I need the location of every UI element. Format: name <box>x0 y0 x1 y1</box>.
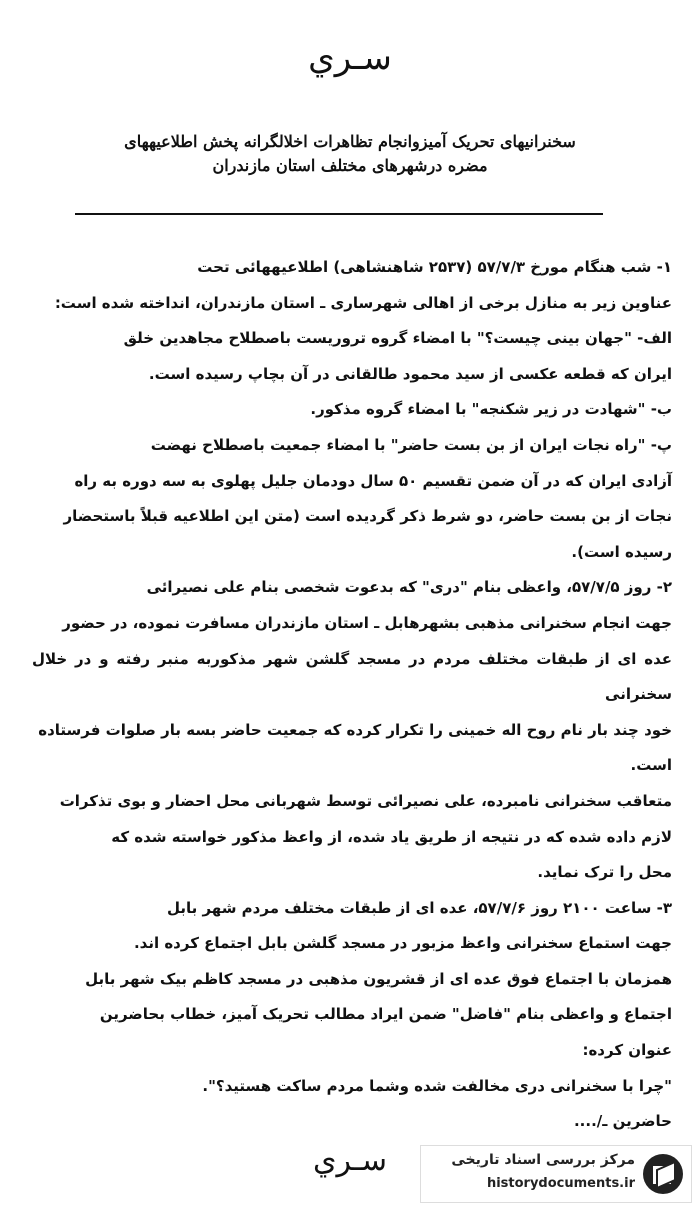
document-heading <box>60 130 640 178</box>
heading-line-2: مضره درشهرهای مختلف استان مازندران <box>212 156 488 175</box>
body-line: ایران که قطعه عکسی از سید محمود طالقانی در آن بچاپ رسیده است. <box>148 364 672 383</box>
body-line: پ- "راه نجات ایران از بن بست حاضر" با امضاء جمعیت باصطلاح نهضت <box>150 435 672 454</box>
watermark <box>420 1145 692 1203</box>
watermark-url[interactable]: historydocuments.ir <box>486 1176 635 1191</box>
body-line: عنوان کرده: <box>582 1041 672 1060</box>
body-line: خود چند بار نام روح اله خمینی را تکرار کرده که جمعیت حاضر بسه بار صلوات فرستاده <box>38 720 672 739</box>
body-line: رسیده است). <box>571 542 672 561</box>
body-line: آزادی ایران که در آن ضمن تقسیم ۵۰ سال دودمان جلیل پهلوی به سه دوره به راه <box>74 471 672 490</box>
body-line: ۱- شب هنگام مورخ ۵۷/۷/۳ (۲۵۳۷ شاهنشاهی) اطلاعیههائی تحت <box>197 258 672 276</box>
body-line: عناوین زیر به منازل برخی از اهالی شهرساری ـ استان مازندران، انداخته شده است: <box>54 293 672 312</box>
body-line: ۲- روز ۵۷/۷/۵، واعظی بنام "دری" که بدعوت شخصی بنام علی نصیرائی <box>146 578 672 597</box>
body-line: جهت انجام سخنرانی مذهبی بشهرهابل ـ استان مازندران مسافرت نموده، در حضور <box>62 613 672 632</box>
body-line: جهت استماع سخنرانی واعظ مزبور در مسجد گلشن بابل اجتماع کرده اند. <box>133 934 672 953</box>
body-line: لازم داده شده که در نتیجه از طریق یاد شده، از واعظ مذکور خواسته شده که <box>111 827 672 846</box>
body-line: ب- "شهادت در زیر شکنجه" با امضاء گروه مذکور. <box>310 400 672 419</box>
heading-divider <box>75 213 603 215</box>
archive-logo-icon <box>641 1152 685 1196</box>
body-line: ۳- ساعت ۲۱۰۰ روز ۵۷/۷/۶، عده ای از طبقات مختلف مردم شهر بابل <box>166 898 672 917</box>
body-line: نجات از بن بست حاضر، دو شرط ذکر گردیده است (متن این اطلاعیه قبلاً باستحضار <box>63 507 672 526</box>
body-line: است. <box>630 756 672 775</box>
body-line: حاضرین ـ/.... <box>573 1112 672 1131</box>
body-line: الف- "جهان بینی چیست؟" با امضاء گروه تروریست باصطلاح مجاهدین خلق <box>123 329 672 348</box>
body-line: محل را ترک نماید. <box>537 863 672 882</box>
body-line: عده ای از طبقات مختلف مردم در مسجد گلشن شهر مذکوربه منبر رفته و در خلال سخنرانی <box>32 649 672 704</box>
classification-bottom: سـري <box>313 1143 387 1178</box>
document-body <box>32 250 672 1140</box>
classification-top: سـري <box>308 38 392 78</box>
body-line: متعاقب سخنرانی نامبرده، علی نصیرائی توسط شهربانی محل احضار و بوی تذکرات <box>59 791 672 810</box>
heading-line-1: سخنرانیهای تحریک آمیزوانجام تظاهرات اخلالگرانه پخش اطلاعیههای <box>124 132 576 151</box>
body-line: همزمان با اجتماع فوق عده ای از قشریون مذهبی در مسجد کاظم بیک شهر بابل <box>85 969 672 988</box>
watermark-title: مرکز بررسی اسناد تاریخی <box>451 1152 635 1168</box>
body-line: اجتماع و واعظی بنام "فاضل" ضمن ایراد مطالب تحریک آمیز، خطاب بحاضرین <box>99 1005 672 1024</box>
body-line: "چرا با سخنرانی دری مخالفت شده وشما مردم ساکت هستید؟". <box>202 1076 672 1095</box>
